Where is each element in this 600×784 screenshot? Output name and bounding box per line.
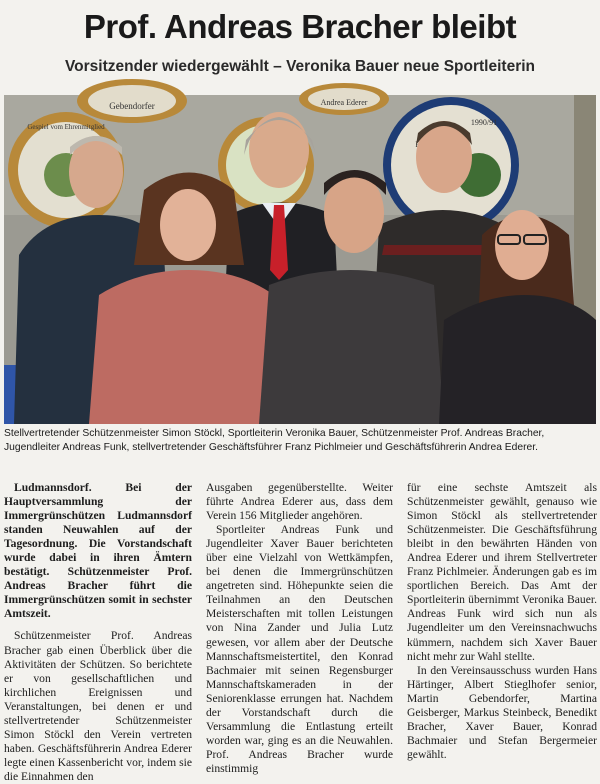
shooting-target-plaque [77,79,187,123]
article-column-1 [4,481,192,783]
photo-caption: Stellvertretender Schützenmeister Simon Stöckl, Sportleiterin Veronika Bauer, Schützenmeister Prof. Andreas Bracher, Jugendleiter Andreas Funk, stellvertretender Geschäftsführer Franz Pichlmeier und Geschäftsführerin Andrea Ederer. [4,428,545,453]
article-headline: Prof. Andreas Bracher bleibt [83,8,517,45]
article-lead: Ludmannsdorf. Bei der Hauptversammlung der Immergrünschützen Ludmannsdorf standen Neuwahlen auf der Tagesordnung. Die Vorstandschaft wurde dabei in ihren Ämtern bestätigt. Schützenmeister Prof. Andreas Bracher führt die Immergrünschützen somit in sechster Amtszeit. [4,481,192,621]
article-subheadline: Vorsitzender wiedergewählt – Veronika Bauer neue Sportleiterin [64,58,536,75]
article-paragraph: Sportleiter Andreas Funk und Jugendleiter Xaver Bauer berichteten über eine Vielzahl von Wettkämpfen, bei denen die Immergrünschützen angetreten sind. Höhepunkte seien die Teilnahmen an den Deutschen Meisterschaften mit tollen Leistungen von Nina Zander und Julia Lutz gewesen, vor allem aber der Deutsche Mannschaftsmeistertitel, den Konrad Bachmaier mit seinen Regensburger Mannschaftskameraden in der Seniorenklasse errungen hat. Nachdem der Vorstandschaft durch die Versammlung die Entlastung erteilt worden war, ging es an die Neuwahlen. Prof. Andreas Bracher wurde einstimmig [206,523,393,775]
svg-text:Gebendorfer: Gebendorfer [109,101,155,111]
svg-text:Andrea Ederer: Andrea Ederer [320,98,368,107]
article-column-2 [206,481,393,775]
group-photo [4,95,596,424]
article-column-3 [407,481,597,761]
article-paragraph: Schützenmeister Prof. Andreas Bracher gab einen Überblick über die Aktivitäten der Schützen. So berichtete er von gesellschaftlichen und kirchlichen Ereignissen und Veranstaltungen, bei denen er und stellvertretender Schützenmeister Simon Stöckl den Verein vertreten haben. Geschäftsführerin Andrea Ederer legte einen Kassenbericht vor, indem sie die Einnahmen den [4,629,192,783]
article-paragraph: Ausgaben gegenüberstellte. Weiter führte Andrea Ederer aus, dass dem Verein 156 Mitglieder angehören. [206,481,393,523]
article-paragraph: für eine sechste Amtszeit als Schützenmeister gewählt, genauso wie Simon Stöckl als stellvertretender Schützenmeister. Die Geschäftsführung bleibt in den bewährten Händen von Andrea Ederer und ihrem Stellvertreter Franz Pichlmeier. Änderungen gab es im sportlichen Bereich. Das Amt der Sportleiterin übernimmt Veronika Bauer. Andreas Funk wird sich nun als Jugendleiter um den Vereinsnachwuchs kümmern, nachdem sich Xaver Bauer nicht mehr zur Wahl stellte. [407,481,597,663]
shooting-target-plaque [299,83,389,115]
svg-text:1990/91: 1990/91 [470,118,498,127]
article-paragraph: In den Vereinsausschuss wurden Hans Härtinger, Albert Stieglhofer senior, Martin Gebendorfer, Martina Geisberger, Markus Steinbeck, Benedikt Bracher, Xaver Bauer, Konrad Bachmaier und Stefan Bergermeier gewählt. [407,663,597,761]
svg-text:Gespiel vom Ehrenmitglied: Gespiel vom Ehrenmitglied [27,123,105,131]
